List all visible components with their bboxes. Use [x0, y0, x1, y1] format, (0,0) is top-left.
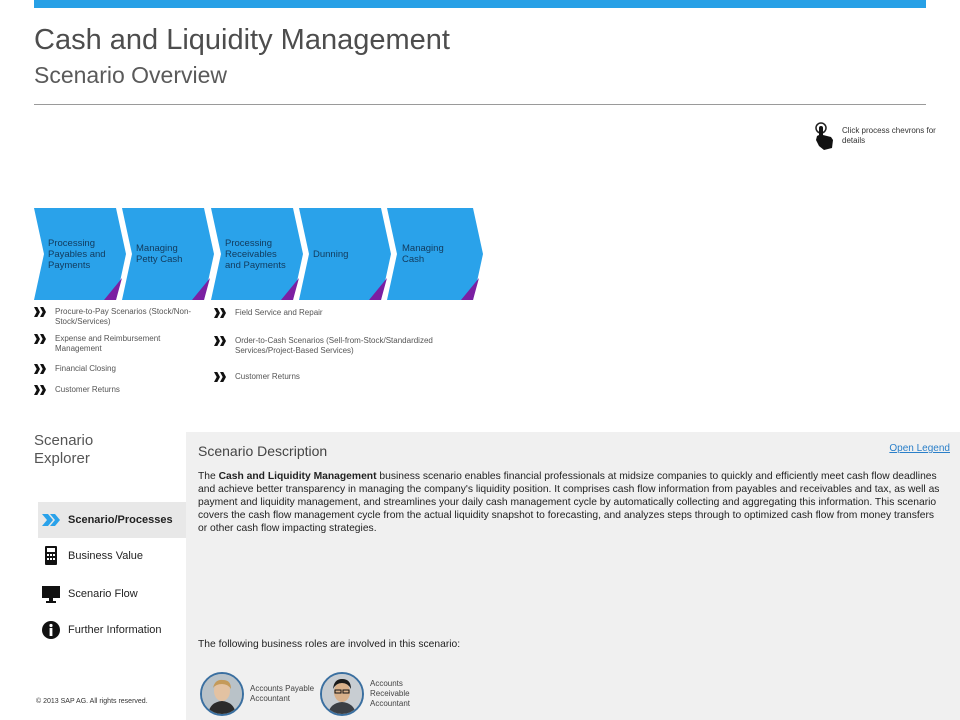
scenario-link-financial-closing[interactable]: Financial Closing [34, 364, 194, 374]
scenario-link-order-to-cash[interactable]: Order-to-Cash Scenarios (Sell-from-Stock/Standardized Services/Project-Based Services) [214, 336, 474, 356]
open-legend-link[interactable]: Open Legend [889, 443, 950, 454]
scenario-link-customer-returns-left[interactable]: Customer Returns [34, 385, 194, 395]
double-chevron-icon [34, 364, 48, 374]
avatar [320, 672, 364, 716]
copyright: © 2013 SAP AG. All rights reserved. [36, 698, 148, 705]
scenario-description-heading: Scenario Description [198, 443, 328, 459]
double-chevron-icon [40, 509, 62, 531]
avatar [200, 672, 244, 716]
chevron-processing-receivables[interactable] [211, 208, 303, 300]
click-hint-text: Click process chevrons for details [842, 126, 936, 145]
double-chevron-icon [214, 372, 228, 382]
double-chevron-icon [34, 307, 48, 317]
scenario-link-expense-reimbursement[interactable]: Expense and Reimbursement Management [34, 334, 194, 354]
scenario-link-field-service[interactable]: Field Service and Repair [214, 308, 474, 318]
double-chevron-icon [214, 308, 228, 318]
info-icon [40, 619, 62, 641]
scenario-link-procure-to-pay[interactable]: Procure-to-Pay Scenarios (Stock/Non-Stock/Services) [34, 307, 194, 327]
chevron-label: Dunning [313, 248, 349, 260]
chevron-dunning[interactable] [299, 208, 391, 300]
page-title: Cash and Liquidity Management [34, 24, 450, 56]
role-label: Accounts Payable Accountant [250, 684, 315, 703]
double-chevron-icon [34, 334, 48, 344]
role-accounts-payable[interactable] [200, 671, 320, 717]
chevron-processing-payables[interactable] [34, 208, 126, 300]
scenario-explorer-title: Scenario Explorer [34, 432, 94, 467]
top-accent-bar [34, 0, 926, 8]
role-label: Accounts Receivable Accountant [370, 679, 411, 708]
double-chevron-icon [214, 336, 228, 346]
page-subtitle: Scenario Overview [34, 62, 228, 88]
monitor-icon [40, 583, 62, 605]
nav-business-value[interactable]: Business Value [38, 538, 186, 574]
chevron-managing-cash[interactable] [387, 208, 483, 300]
chevron-label: Processing Receivables and Payments [225, 237, 286, 271]
calculator-icon [40, 545, 62, 567]
role-accounts-receivable[interactable] [320, 671, 440, 717]
nav-scenario-flow[interactable]: Scenario Flow [38, 576, 186, 612]
chevron-label: Managing Petty Cash [136, 243, 183, 265]
chevron-label: Managing Cash [402, 243, 444, 265]
scenario-description-text: The Cash and Liquidity Management business scenario enables financial professionals at midsize companies to quickly and efficiently meet cash flow deadlines and achieve better transparency in managing the company's liquidity position. It comprises cash flow information from payables and receivables and tax, as well as payment and liquidity management, and streamlines your daily cash management cycle by automatically collecting and aggregating this information. This scenario covers the cash flow management cycle from the actual liquidity snapshot to forecasting, and analyzes steps through to optimized cash flow from money transfers or other cash flow impacting strategies. [198, 471, 940, 534]
click-hint [814, 122, 934, 156]
roles-intro: The following business roles are involved in this scenario: [198, 639, 461, 650]
process-chevrons [34, 208, 494, 300]
nav-further-information[interactable]: Further Information [38, 612, 186, 648]
double-chevron-icon [34, 385, 48, 395]
chevron-label: Processing Payables and Payments [48, 237, 106, 271]
scenario-description-panel [186, 432, 960, 720]
pointing-hand-icon [814, 122, 836, 152]
header-divider [34, 104, 926, 105]
nav-scenario-processes[interactable]: Scenario/Processes [38, 502, 186, 538]
scenario-link-customer-returns-right[interactable]: Customer Returns [214, 372, 474, 382]
chevron-managing-petty-cash[interactable] [122, 208, 214, 300]
